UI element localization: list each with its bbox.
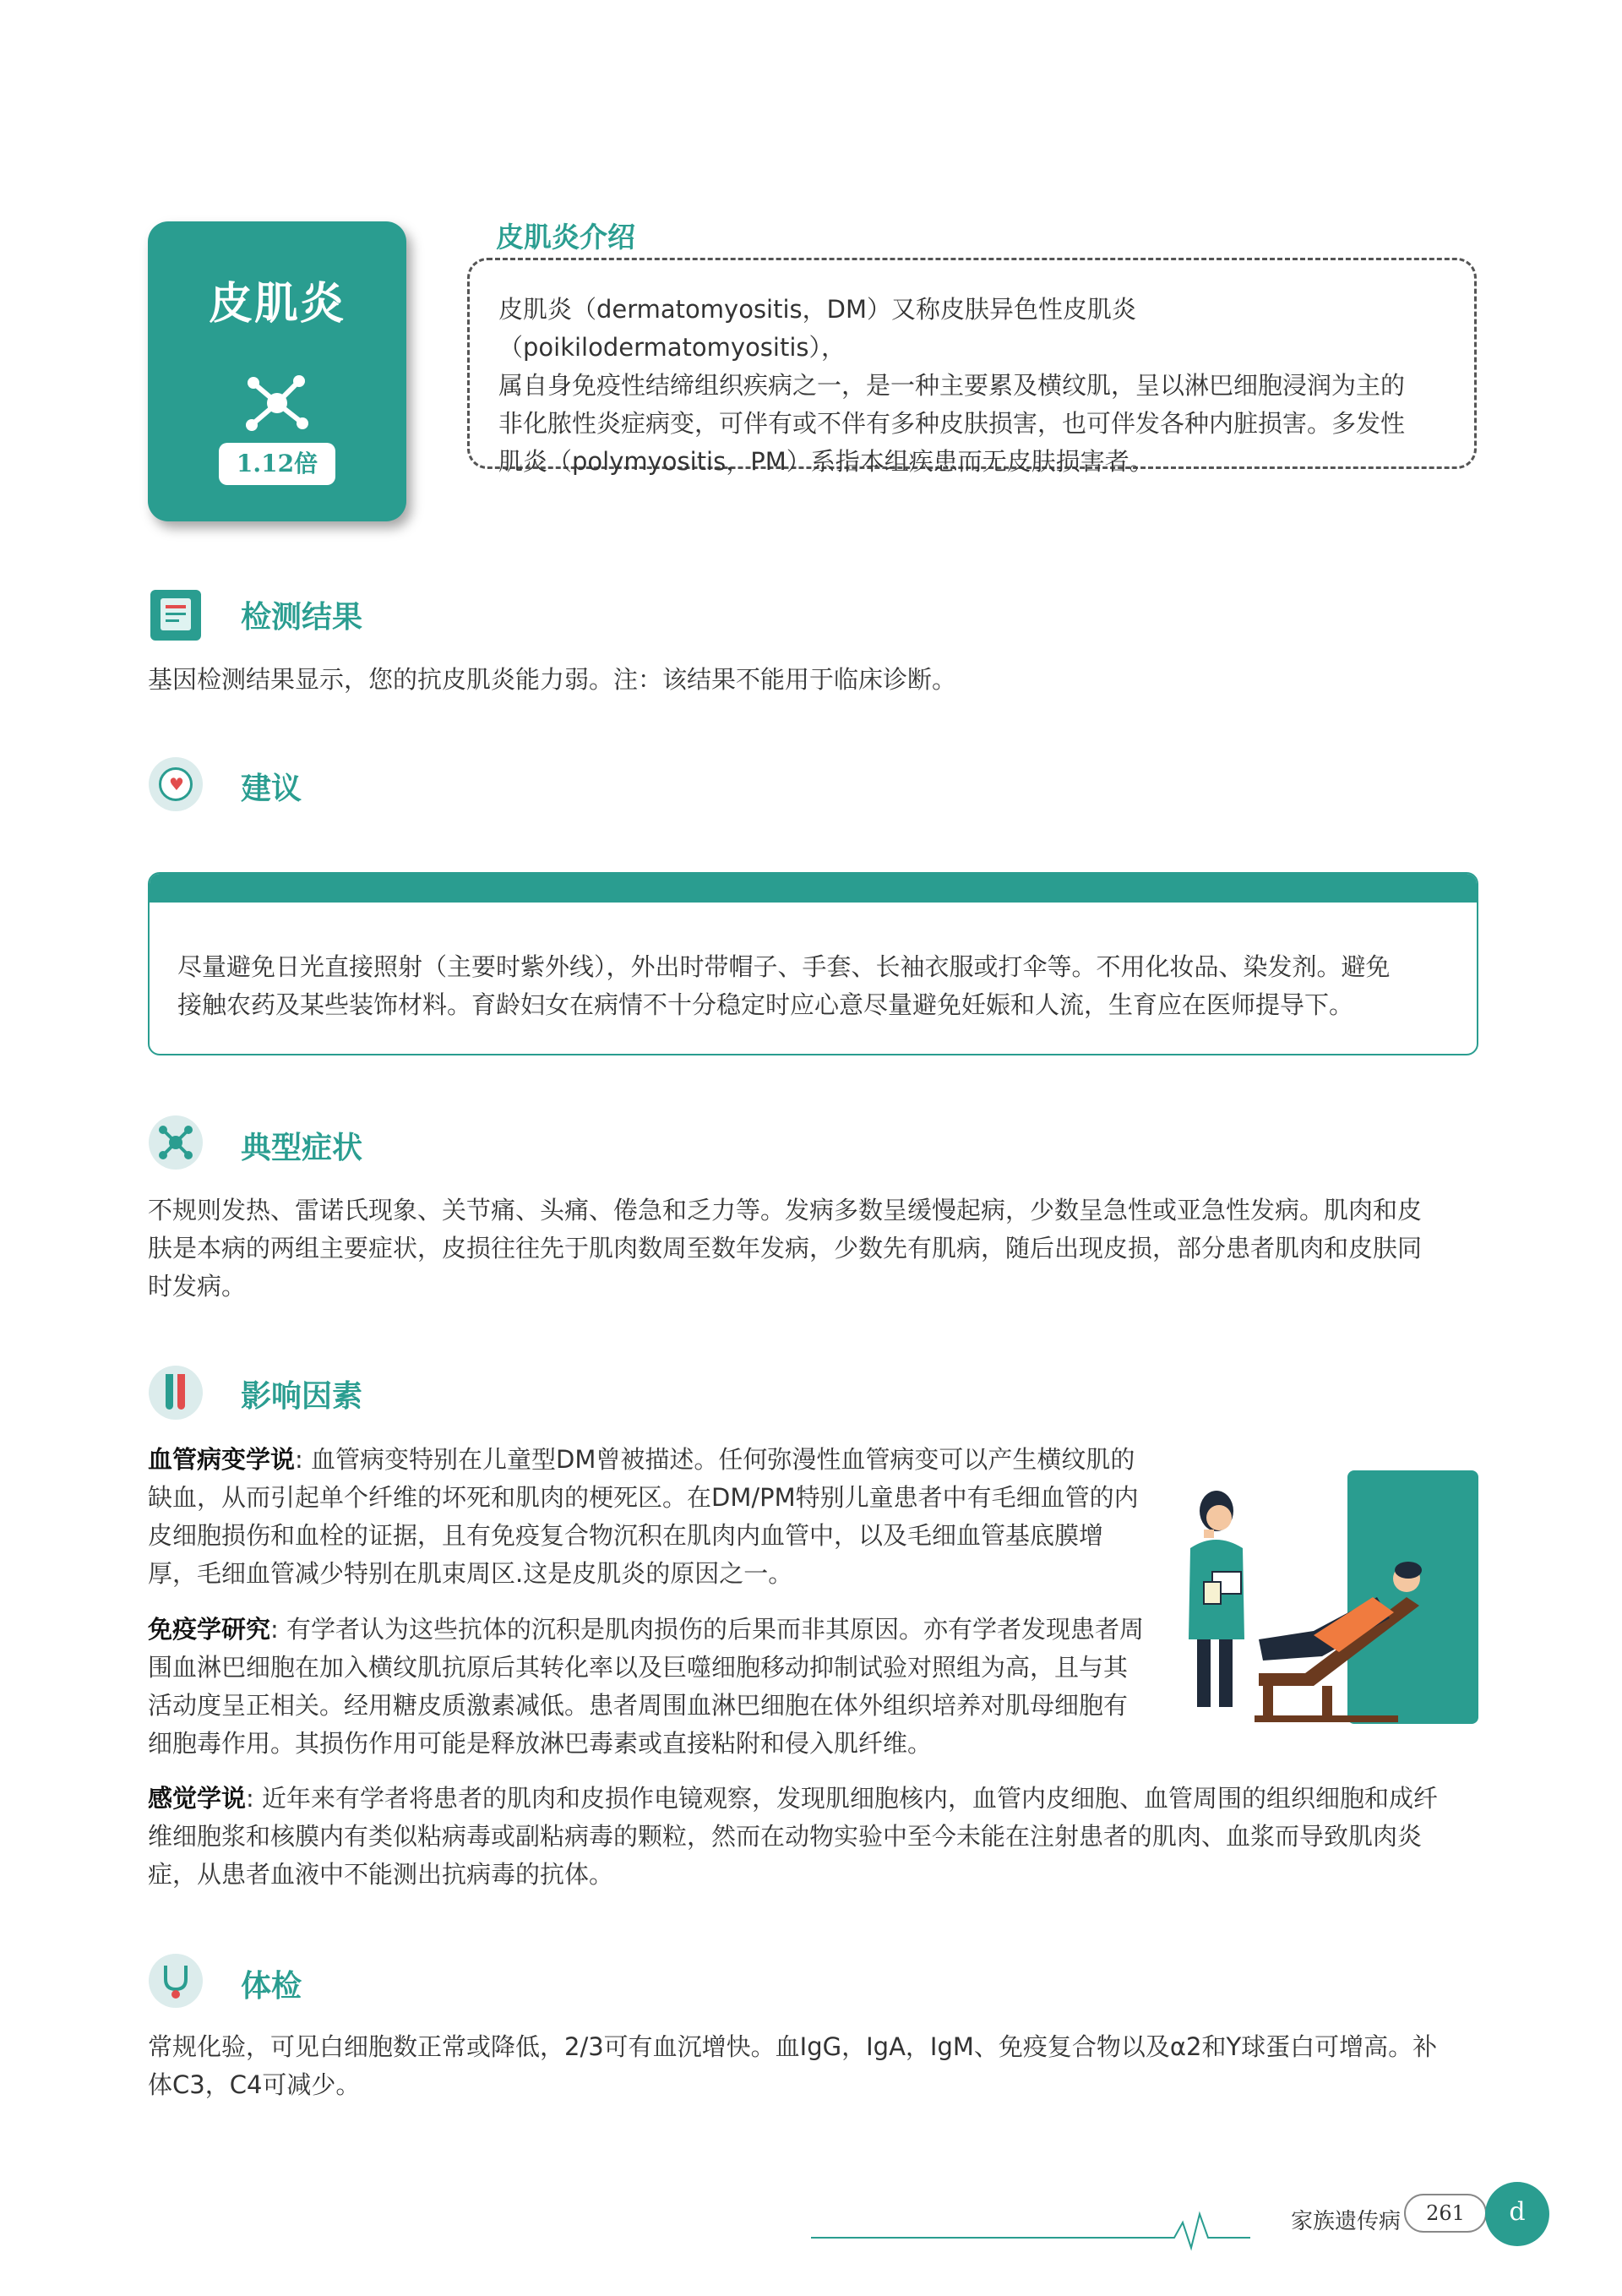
exam-text	[148, 2028, 1491, 2104]
symptoms-line: 不规则发热、雷诺氏现象、关节痛、头痛、倦急和乏力等。发病多数呈缓慢起病，少数呈急性或亚急性发病。肌肉和皮	[148, 1196, 1423, 1224]
footer-label: 家族遗传病	[1291, 2209, 1402, 2234]
exam-line: 体C3，C4可减少。	[148, 2070, 361, 2099]
virus-icon	[149, 1115, 203, 1170]
test-report-icon	[150, 590, 201, 641]
intro-line: 非化脓性炎症病变，可伴有或不伴有多种皮肤损害，也可伴发各种内脏损害。多发性	[498, 409, 1406, 438]
symptoms-line: 肤是本病的两组主要症状，皮损往往先于肌肉数周至数年发病，少数先有肌病，随后出现皮损，部分患者肌肉和皮肤同	[148, 1234, 1423, 1263]
page-badge: d	[1485, 2182, 1549, 2246]
advice-header-bar	[150, 874, 1477, 903]
intro-line: 肌炎（polymyositis，PM）系指本组疾患而无皮肤损害者。	[498, 447, 1154, 476]
factor-label: 感觉学说	[148, 1784, 247, 1813]
factors-heading: 影响因素	[241, 1379, 363, 1414]
symptoms-heading: 典型症状	[241, 1131, 363, 1165]
advice-box	[148, 872, 1478, 1055]
factor-line: : 近年来有学者将患者的肌肉和皮损作电镜观察，发现肌细胞核内，血管内皮细胞、血管周围的组织细胞和成纤	[246, 1784, 1439, 1813]
page-number: 261	[1404, 2194, 1487, 2233]
disease-title: 皮肌炎	[208, 279, 346, 330]
factor-label: 血管病变学说	[148, 1445, 296, 1474]
factor-line: 活动度呈正相关。经用糖皮质激素减低。患者周围血淋巴细胞在体外组织培养对肌母细胞有	[148, 1691, 1129, 1720]
advice-text	[177, 948, 1449, 1024]
factor-line: 皮细胞损伤和血栓的证据，且有免疫复合物沉积在肌肉内血管中，以及毛细血管基底膜增	[148, 1521, 1104, 1550]
factor-line: 围血淋巴细胞在加入横纹肌抗原后其转化率以及巨噬细胞移动抑制试验对照组为高，且与其	[148, 1653, 1129, 1682]
stethoscope-icon	[149, 1954, 203, 2008]
intro-line: 属自身免疫性结缔组织疾病之一，是一种主要累及横纹肌，呈以淋巴细胞浸润为主的	[498, 371, 1406, 400]
factor-line: 症，从患者血液中不能测出抗病毒的抗体。	[148, 1860, 614, 1889]
factor-line: : 有学者认为这些抗体的沉积是肌肉损伤的后果而非其原因。亦有学者发现患者周	[270, 1615, 1145, 1644]
factor-line: 缺血，从而引起单个纤维的坏死和肌肉的梗死区。在DM/PM特别儿童患者中有毛细血管的内	[148, 1483, 1139, 1512]
intro-text	[498, 291, 1445, 481]
factor-immunology	[148, 1611, 1187, 1763]
symptoms-line: 时发病。	[148, 1272, 247, 1301]
symptoms-text	[148, 1192, 1483, 1306]
factor-line: 维细胞浆和核膜内有类似粘病毒或副粘病毒的颗粒，然而在动物实验中至今未能在注射患者的肌肉、血浆而导致肌肉炎	[148, 1822, 1423, 1851]
title-card	[148, 221, 406, 521]
advice-heading: 建议	[241, 772, 302, 806]
factor-infection	[148, 1780, 1487, 1894]
factor-line: : 血管病变特别在儿童型DM曾被描述。任何弥漫性血管病变可以产生横纹肌的	[295, 1445, 1135, 1474]
exam-line: 常规化验，可见白细胞数正常或降低，2/3可有血沉增快。血IgG，IgA，IgM、免疫复合物以及α2和Y球蛋白可增高。补	[148, 2032, 1438, 2061]
intro-heading: 皮肌炎介绍	[496, 215, 642, 255]
heartbeat-line	[811, 2189, 1250, 2256]
exam-heading: 体检	[241, 1969, 302, 2004]
intro-box	[467, 258, 1477, 476]
result-text: 基因检测结果显示，您的抗皮肌炎能力弱。注：该结果不能用于临床诊断。	[148, 665, 957, 694]
heart-plate-icon: ♥	[149, 757, 203, 811]
intro-line: 皮肌炎（dermatomyositis，DM）又称皮肤异色性皮肌炎（poikilodermatomyositis），	[498, 295, 1137, 362]
factor-line: 细胞毒作用。其损伤作用可能是释放淋巴毒素或直接粘附和侵入肌纤维。	[148, 1729, 933, 1758]
advice-line: 接触农药及某些装饰材料。育龄妇女在病情不十分稳定时应心意尽量避免妊娠和人流，生育应在医师提导下。	[177, 990, 1354, 1019]
advice-line: 尽量避免日光直接照射（主要时紫外线），外出时带帽子、手套、长袖衣服或打伞等。不用化妆品、染发剂。避免	[177, 952, 1391, 981]
factor-vascular	[148, 1441, 1187, 1593]
molecule-icon	[243, 369, 311, 437]
factor-line: 厚，毛细血管减少特别在肌束周区.这是皮肌炎的原因之一。	[148, 1559, 793, 1588]
result-heading: 检测结果	[241, 600, 363, 635]
doctor-patient-illustration	[1178, 1470, 1483, 1728]
factor-label: 免疫学研究	[148, 1615, 271, 1644]
test-tube-icon	[149, 1366, 203, 1420]
risk-multiplier-badge: 1.12倍	[219, 443, 335, 485]
